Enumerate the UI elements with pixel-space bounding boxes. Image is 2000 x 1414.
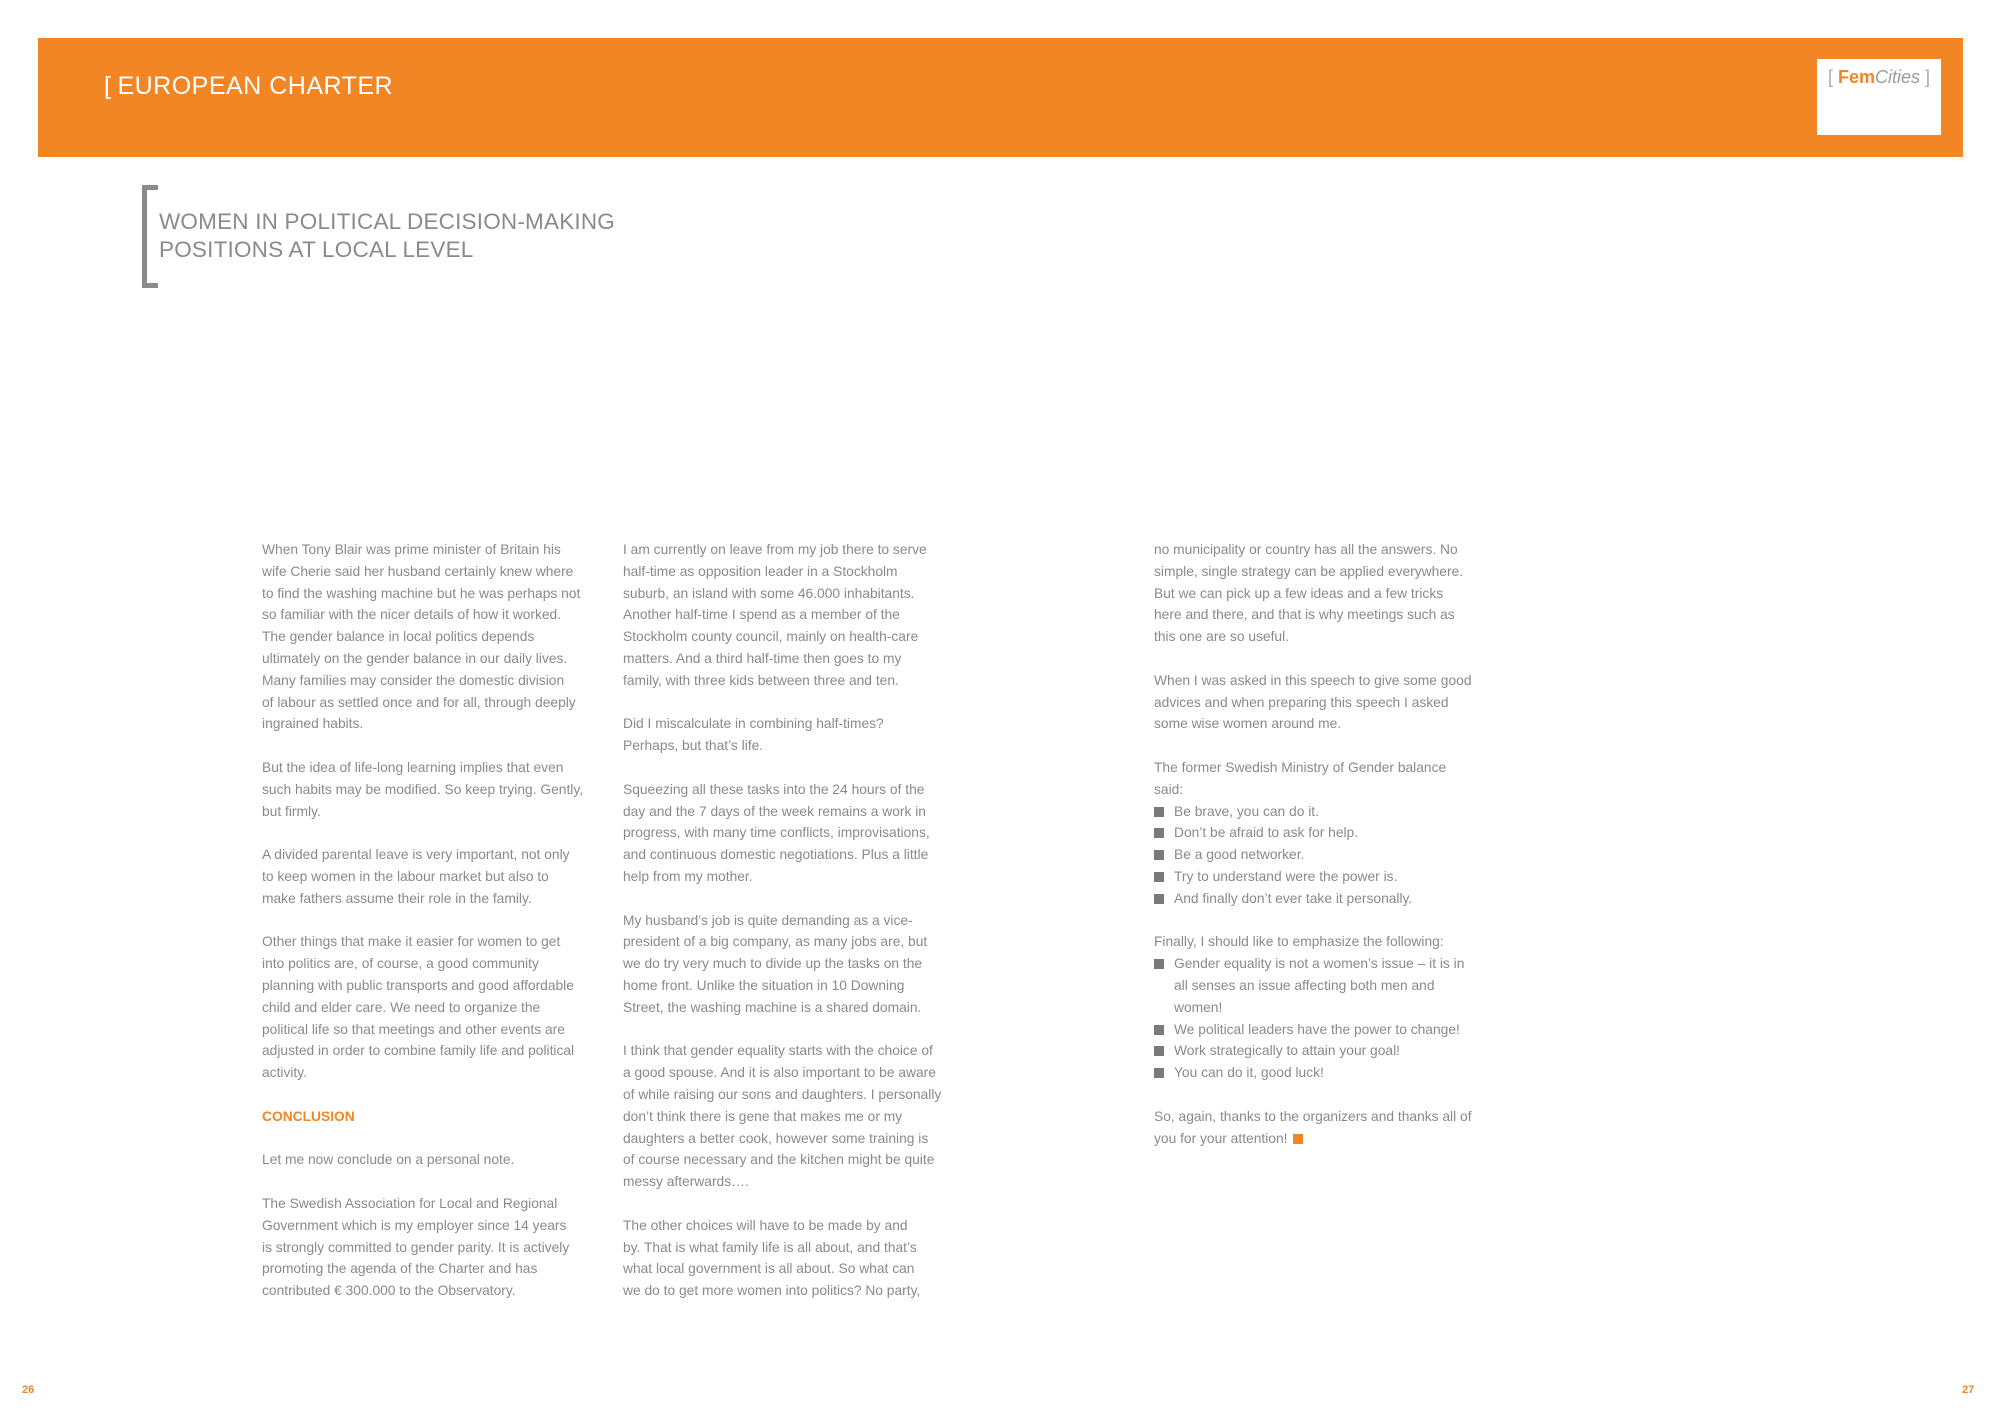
paragraph: A divided parental leave is very important, not only to keep women in the labour market but also to make fathers assume their role in the family. [262,847,570,906]
paragraph: The other choices will have to be made by and by. That is what family life is all about, and that’s what local government is all about. So what can we do to get more women into politics? No party, [623,1217,921,1299]
bullet-square-icon [1154,1046,1164,1056]
title-bracket-icon [142,185,158,288]
paragraph: The former Swedish Ministry of Gender balance said: [1154,759,1447,797]
logo-cities: Cities [1875,67,1921,87]
paragraph: The Swedish Association for Local and Regional Government which is my employer since 14 years is strongly committed to gender parity. It is actively promoting the agenda of the Charter and has contributed € 300.000 to the Observatory. [262,1195,570,1299]
emphasis-list [1154,953,1514,1084]
bullet-square-icon [1154,807,1164,817]
femcities-logo [1817,59,1941,135]
list-item: Be a good networker. [1154,844,1514,866]
end-mark-icon [1293,1134,1303,1144]
list-item: We political leaders have the power to change! [1154,1019,1514,1041]
bullet-square-icon [1154,850,1164,860]
banner-title [104,72,393,101]
paragraph: I think that gender equality starts with the choice of a good spouse. And it is also important to be aware of while raising our sons and daughters. I personally don’t think there is gene that makes me or my daughters a better cook, however some training is of course necessary and the kitchen might be quite messy afterwards…. [623,1043,942,1190]
banner-title-text: EUROPEAN CHARTER [117,72,394,100]
paragraph: I am currently on leave from my job there to serve half-time as opposition leader in a Stockholm suburb, an island with some 46.000 inhabitants. Another half-time I spend as a member of the Stockholm county council, mainly on health-care matters. And a third half-time then goes to my family, with three kids between three and ten. [623,542,927,688]
page-number-right: 27 [1962,1384,1975,1396]
logo-fem: Fem [1837,67,1875,87]
banner-bracket: [ [104,72,112,100]
paragraph: So, again, thanks to the organizers and thanks all of you for your attention! [1154,1108,1472,1146]
list-item: Work strategically to attain your goal! [1154,1040,1514,1062]
paragraph: When Tony Blair was prime minister of Britain his wife Cherie said her husband certainly knew where to find the washing machine but he was perhaps not so familiar with the nicer details of how it worked. The gender balance in local politics depends ultimately on the gender balance in our daily lives. Many families may consider the domestic division of labour as settled once and for all, through deeply ingrained habits. [262,542,581,732]
list-item: Don’t be afraid to ask for help. [1154,822,1514,844]
paragraph: But the idea of life-long learning implies that even such habits may be modified. So keep trying. Gently, but firmly. [262,759,584,819]
page-number-left: 26 [22,1384,35,1396]
list-item: Try to understand were the power is. [1154,866,1514,888]
paragraph: Finally, I should like to emphasize the following: [1154,934,1444,950]
text-column-3 [1154,539,1514,1171]
list-item: And finally don’t ever take it personally. [1154,888,1514,910]
bullet-square-icon [1154,894,1164,904]
list-item: You can do it, good luck! [1154,1062,1514,1084]
paragraph: no municipality or country has all the answers. No simple, single strategy can be applied everywhere. But we can pick up a few ideas and a few tricks here and there, and that is why meetings such as this one are so useful. [1154,542,1464,645]
conclusion-heading: CONCLUSION [262,1108,355,1124]
section-title [159,208,759,264]
bullet-square-icon [1154,1068,1164,1078]
text-column-1 [262,539,622,1324]
bullet-square-icon [1154,828,1164,838]
text-column-2 [623,539,983,1324]
bullet-square-icon [1154,959,1164,969]
section-title-line: POSITIONS AT LOCAL LEVEL [159,237,474,262]
list-item: Gender equality is not a women’s issue – it is in all senses an issue affecting both men and women! [1154,953,1514,1018]
section-title-line: WOMEN IN POLITICAL DECISION-MAKING [159,209,616,234]
paragraph: When I was asked in this speech to give some good advices and when preparing this speech I asked some wise women around me. [1154,672,1472,732]
paragraph: Let me now conclude on a personal note. [262,1152,515,1168]
logo-open-bracket: [ [1827,67,1833,87]
paragraph: Did I miscalculate in combining half-times? Perhaps, but that’s life. [623,716,884,754]
list-item: Be brave, you can do it. [1154,801,1514,823]
bullet-square-icon [1154,872,1164,882]
bullet-square-icon [1154,1025,1164,1035]
paragraph: Other things that make it easier for women to get into politics are, of course, a good community planning with public transports and good affordable child and elder care. We need to organize the political life so that meetings and other events are adjusted in order to combine family life and political activity. [262,934,575,1081]
logo-close-bracket: ] [1925,67,1931,87]
paragraph: My husband’s job is quite demanding as a vice- president of a big company, as many jobs are, but we do try very much to divide up the tasks on the home front. Unlike the situation in 10 Downing Street, the washing machine is a shared domain. [623,912,928,1015]
advice-list [1154,801,1514,910]
paragraph: Squeezing all these tasks into the 24 hours of the day and the 7 days of the week remains a work in progress, with many time conflicts, improvisations, and continuous domestic negotiations. Plus a little help from my mother. [623,781,930,884]
